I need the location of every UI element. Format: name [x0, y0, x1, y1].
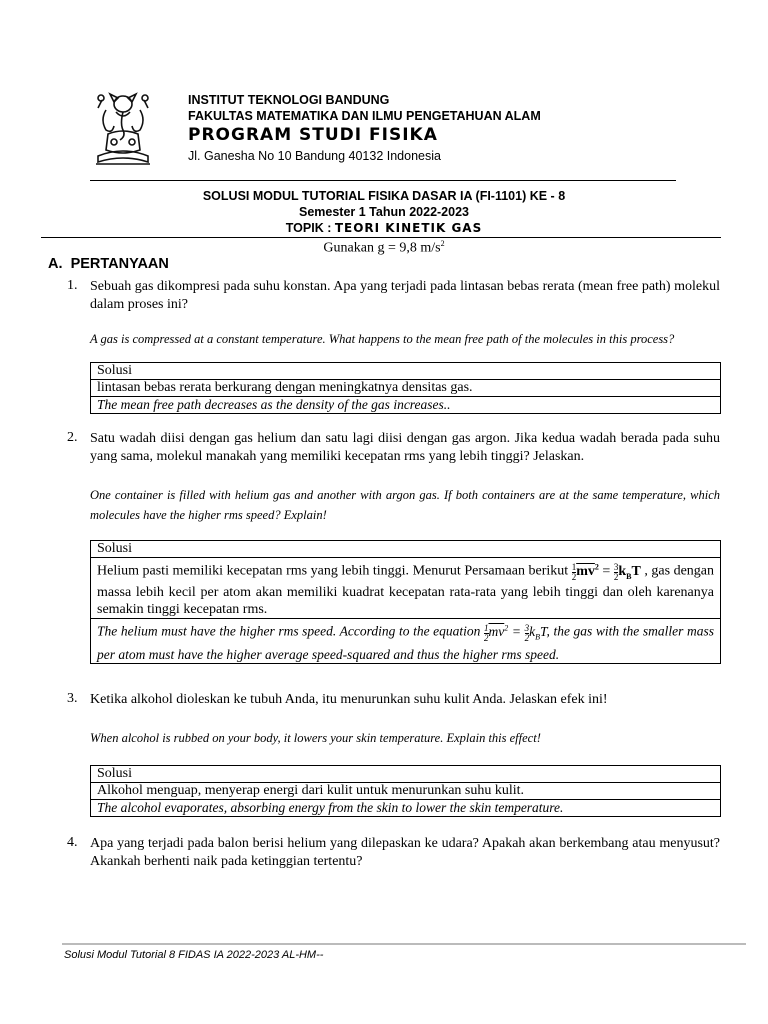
solution-2-english-part1: The helium must have the higher rms speed. According to the equation: [97, 623, 485, 639]
solution-2-english-part2: , the gas with the smaller mass per atom must have the higher average speed-squared and thus the higher rms speed.: [97, 623, 714, 662]
question-number: 2.: [67, 430, 78, 445]
kinetic-energy-equation: [571, 561, 641, 582]
header-divider: [90, 180, 676, 181]
topic-value: TEORI KINETIK GAS: [334, 221, 483, 235]
question-1-text: Sebuah gas dikompresi pada suhu konstan. Apa yang terjadi pada lintasan bebas rerata (mean free path) molekul dalam proses ini?: [90, 279, 720, 312]
eq-t: T: [539, 623, 547, 639]
gravity-note: [0, 239, 768, 257]
question-2-text: Satu wadah diisi dengan gas helium dan satu lagi diisi dengan gas argon. Jika kedua wadah berada pada suhu yang sama, molekul manakah yang memiliki kecepatan rms yang lebih tinggi? Jelaskan.: [90, 431, 720, 464]
eq-mv: $\overline{mv}$: [488, 623, 505, 639]
eq-b: B: [535, 632, 540, 642]
solution-2-indonesian: [91, 558, 721, 619]
semester-line: Semester 1 Tahun 2022-2023: [298, 205, 469, 219]
solution-1-indonesian: lintasan bebas rerata berkurang dengan meningkatnya densitas gas.: [91, 380, 721, 397]
faculty-name: FAKULTAS MATEMATIKA DAN ILMU PENGETAHUAN ALAM: [188, 109, 541, 123]
eq-b: B: [626, 571, 632, 581]
question-3-text: Ketika alkohol dioleskan ke tubuh Anda, itu menurunkan suhu kulit Anda. Jelaskan efek ini!: [90, 692, 608, 707]
kinetic-energy-equation: [484, 622, 547, 643]
gravity-note-text: Gunakan g = 9,8 m/s: [323, 240, 441, 256]
topic-line: [0, 221, 768, 235]
question-3-english: When alcohol is rubbed on your body, it lowers your skin temperature. Explain this effect!: [90, 731, 541, 745]
eq-k: k: [529, 623, 536, 639]
eq-three-numerator: 3: [524, 622, 530, 633]
eq-half-denominator: 2: [571, 571, 577, 582]
eq-equals: =: [598, 563, 614, 579]
topic-label: TOPIK :: [285, 221, 335, 235]
section-title: PERTANYAAN: [70, 256, 169, 272]
title-divider: [41, 237, 721, 238]
eq-equals: =: [508, 623, 525, 639]
solution-3-english: The alcohol evaporates, absorbing energy from the skin to lower the skin temperature.: [91, 800, 721, 817]
question-1-english: A gas is compressed at a constant temperature. What happens to the mean free path of the molecules in this process?: [90, 332, 675, 346]
eq-three-denominator: 2: [613, 571, 619, 582]
solution-label: Solusi: [91, 541, 721, 558]
solution-label: Solusi: [91, 363, 721, 380]
eq-half-numerator: 1: [571, 561, 577, 572]
itb-ganesha-logo: [92, 90, 154, 168]
solution-2-indonesian-part1: Helium pasti memiliki kecepatan rms yang lebih tinggi. Menurut Persamaan berikut: [97, 563, 572, 579]
eq-t: T: [631, 563, 641, 579]
eq-k: k: [618, 563, 627, 579]
solution-1-table: [90, 362, 721, 414]
gravity-note-exponent: 2: [440, 239, 445, 248]
question-number: 1.: [67, 278, 78, 293]
eq-square: 2: [504, 623, 509, 633]
section-heading: [48, 256, 169, 272]
question-4-text: Apa yang terjadi pada balon berisi helium yang dilepaskan ke udara? Apakah akan berkembang atau menyusut? Akankah berhenti naik pada ketinggian tertentu?: [90, 836, 720, 869]
document-title: SOLUSI MODUL TUTORIAL FISIKA DASAR IA (FI-1101) KE - 8: [202, 189, 566, 203]
question-number: 4.: [67, 835, 78, 850]
institution-name: INSTITUT TEKNOLOGI BANDUNG: [188, 93, 390, 107]
footer-divider: [62, 943, 746, 945]
eq-mv: $\overline{mv}$: [576, 563, 595, 579]
eq-half-denominator: 2: [484, 632, 489, 643]
question-number: 3.: [67, 691, 78, 706]
footer-text: Solusi Modul Tutorial 8 FIDAS IA 2022-2023 AL-HM--: [64, 949, 324, 961]
question-2-english: One container is filled with helium gas and another with argon gas. If both containers are at the same temperature, which molecules have the higher rms speed? Explain!: [90, 488, 720, 522]
solution-2-table: [90, 540, 721, 664]
solution-1-english: The mean free path decreases as the density of the gas increases..: [91, 397, 721, 414]
solution-3-indonesian: Alkohol menguap, menyerap energi dari kulit untuk menurunkan suhu kulit.: [91, 783, 721, 800]
solution-3-table: [90, 765, 721, 817]
section-label: A.: [48, 256, 63, 272]
eq-half-numerator: 1: [484, 622, 489, 633]
solution-2-english: [91, 619, 721, 663]
program-name: PROGRAM STUDI FISIKA: [188, 125, 438, 145]
eq-three-numerator: 3: [613, 561, 619, 572]
solution-2-indonesian-part2: , gas dengan massa lebih kecil per atom akan memiliki kuadrat kecepatan rata-rata yang lebih tinggi dan oleh karenanya semakin tinggi kecepatan rms.: [97, 563, 714, 618]
solution-label: Solusi: [91, 766, 721, 783]
address: Jl. Ganesha No 10 Bandung 40132 Indonesia: [188, 149, 441, 163]
eq-square: 2: [594, 562, 599, 571]
eq-three-denominator: 2: [524, 632, 530, 643]
